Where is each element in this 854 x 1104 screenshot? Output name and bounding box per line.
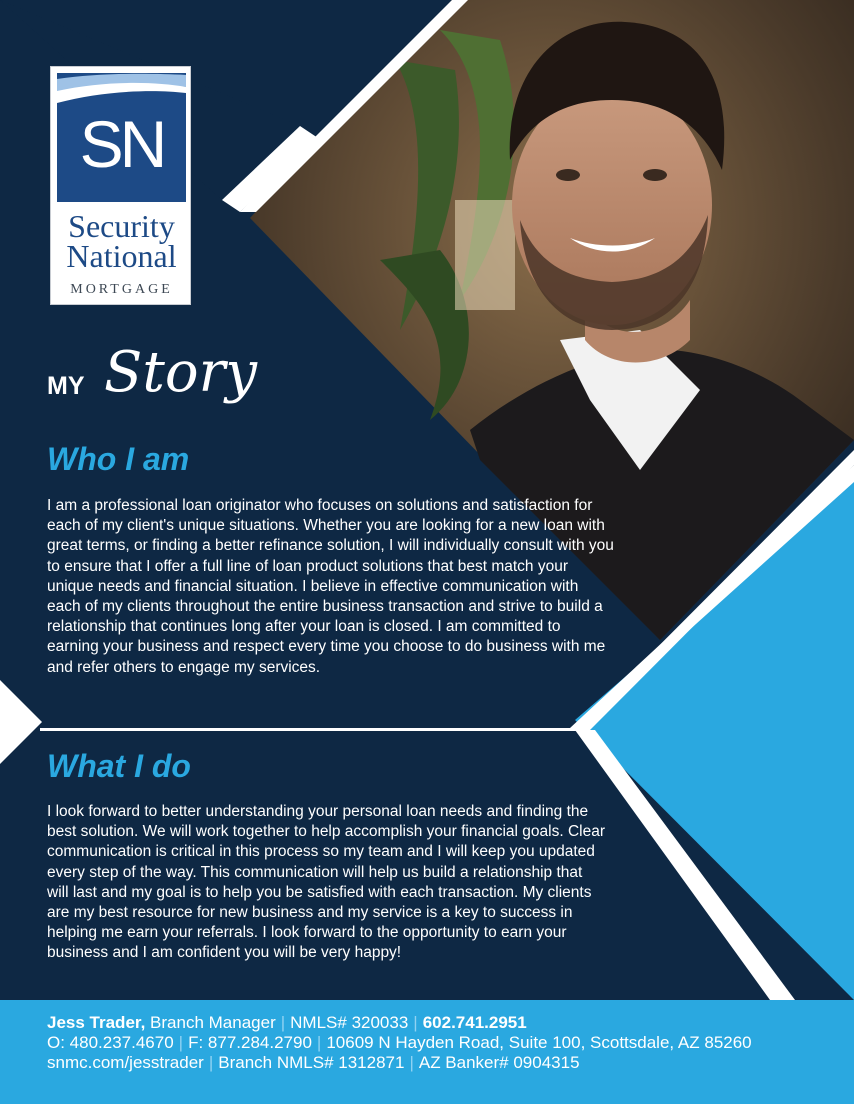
footer-fax: F: 877.284.2790	[188, 1033, 312, 1052]
left-white-notch	[0, 680, 42, 764]
footer-office-phone[interactable]: O: 480.237.4670	[47, 1033, 174, 1052]
footer-address: 10609 N Hayden Road, Suite 100, Scottsdale, AZ 85260	[326, 1033, 752, 1052]
logo-word-security: Security	[68, 208, 175, 244]
footer-name: Jess Trader,	[47, 1013, 146, 1032]
heading-who-i-am: Who I am	[47, 441, 190, 477]
heading-what-i-do: What I do	[47, 748, 191, 784]
footer-line-web: snmc.com/jesstrader | Branch NMLS# 1312871 | AZ Banker# 0904315	[47, 1053, 580, 1072]
logo-initials: SN	[79, 107, 164, 181]
footer-branch-nmls: Branch NMLS# 1312871	[218, 1053, 405, 1072]
footer-phone[interactable]: 602.741.2951	[422, 1013, 527, 1032]
logo-word-national: National	[66, 238, 177, 274]
logo-emblem	[57, 73, 186, 202]
footer-nmls: NMLS# 320033	[290, 1013, 409, 1032]
title-my: MY	[47, 372, 85, 400]
company-logo	[50, 66, 191, 305]
title-story: Story	[104, 340, 257, 405]
footer-line-contact: Jess Trader, Branch Manager | NMLS# 320033 | 602.741.2951	[47, 1013, 527, 1032]
what-i-do-body: I look forward to better understanding your personal loan needs and finding the best solution. We will work together to help accomplish your financial goals. Clear communication is critical in this process so my team and I will keep you updated every step of the way. This communication will help us build a relationship that will last and my goal is to help you be satisfied with each transaction. My clients are my best resource for new business and my service is a key to success in helping me earn your referrals. I look forward to the opportunity to earn your business and I am confident you will be very happy!	[47, 803, 605, 962]
footer-line-office: O: 480.237.4670 | F: 877.284.2790 | 10609 N Hayden Road, Suite 100, Scottsdale, AZ 85260	[47, 1033, 752, 1052]
logo-word-mortgage: MORTGAGE	[70, 282, 173, 297]
footer-az-banker: AZ Banker# 0904315	[418, 1053, 580, 1072]
who-i-am-body: I am a professional loan originator who focuses on solutions and satisfaction for each of my client's unique situations. Whether you are looking for a new loan with great terms, or finding a better refinance solution, I will individually consult with you to ensure that I offer a full line of loan product solutions that best match your unique needs and financial situation. I believe in effective communication with each of my clients throughout the entire business transaction and strive to build a relationship that continues long after your loan is closed. I am committed to earning your business and respect every time you choose to do business with me and refer others to engage my services.	[47, 497, 614, 676]
footer-title: Branch Manager	[150, 1013, 276, 1032]
footer-website-link[interactable]: snmc.com/jesstrader	[47, 1053, 204, 1072]
